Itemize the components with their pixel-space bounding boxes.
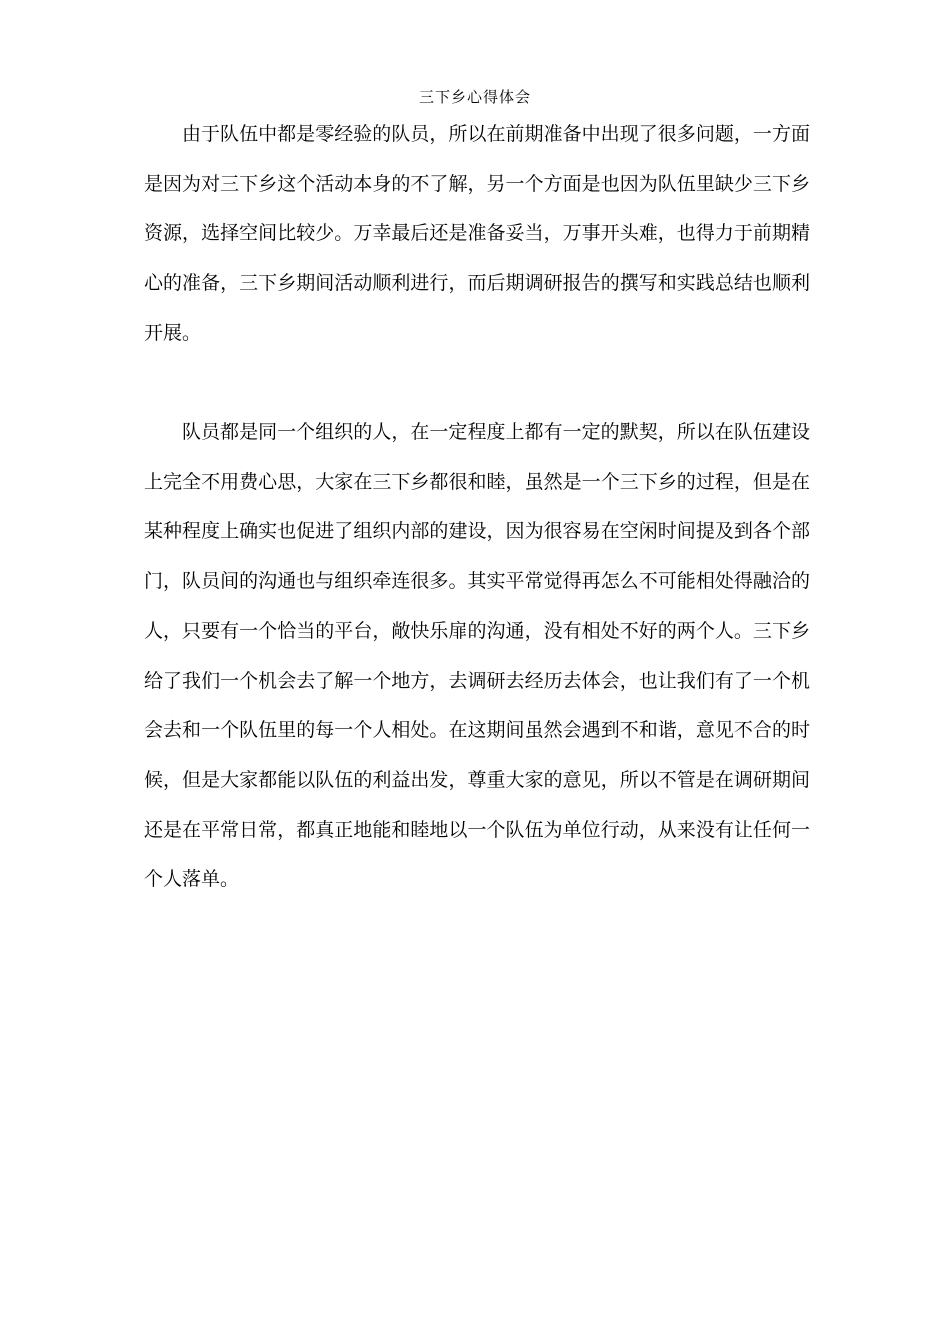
paragraph-1: 由于队伍中都是零经验的队员，所以在前期准备中出现了很多问题，一方面是因为对三下乡这个活动本身的不了解，另一个方面是也因为队伍里缺少三下乡资源，选择空间比较少。万幸最后还是准备妥当，万事开头难，也得力于前期精心的准备，三下乡期间活动顺利进行，而后期调研报告的撰写和实践总结也顺利开展。: [144, 123, 810, 344]
document-title: 三下乡心得体会: [418, 88, 531, 106]
paragraph-2: 队员都是同一个组织的人，在一定程度上都有一定的默契，所以在队伍建设上完全不用费心思，大家在三下乡都很和睦，虽然是一个三下乡的过程，但是在某种程度上确实也促进了组织内部的建设，因为很容易在空闲时间提及到各个部门，队员间的沟通也与组织牵连很多。其实平常觉得再怎么不可能相处得融洽的人，只要有一个恰当的平台，敞快乐扉的沟通，没有相处不好的两个人。三下乡给了我们一个机会去了解一个地方，去调研去经历去体会，也让我们有了一个机会去和一个队伍里的每一个人相处。在这期间虽然会遇到不和谐，意见不合的时候，但是大家都能以队伍的利益出发，尊重大家的意见，所以不管是在调研期间还是在平常日常，都真正地能和睦地以一个队伍为单位行动，从来没有让任何一个人落单。: [144, 421, 810, 891]
